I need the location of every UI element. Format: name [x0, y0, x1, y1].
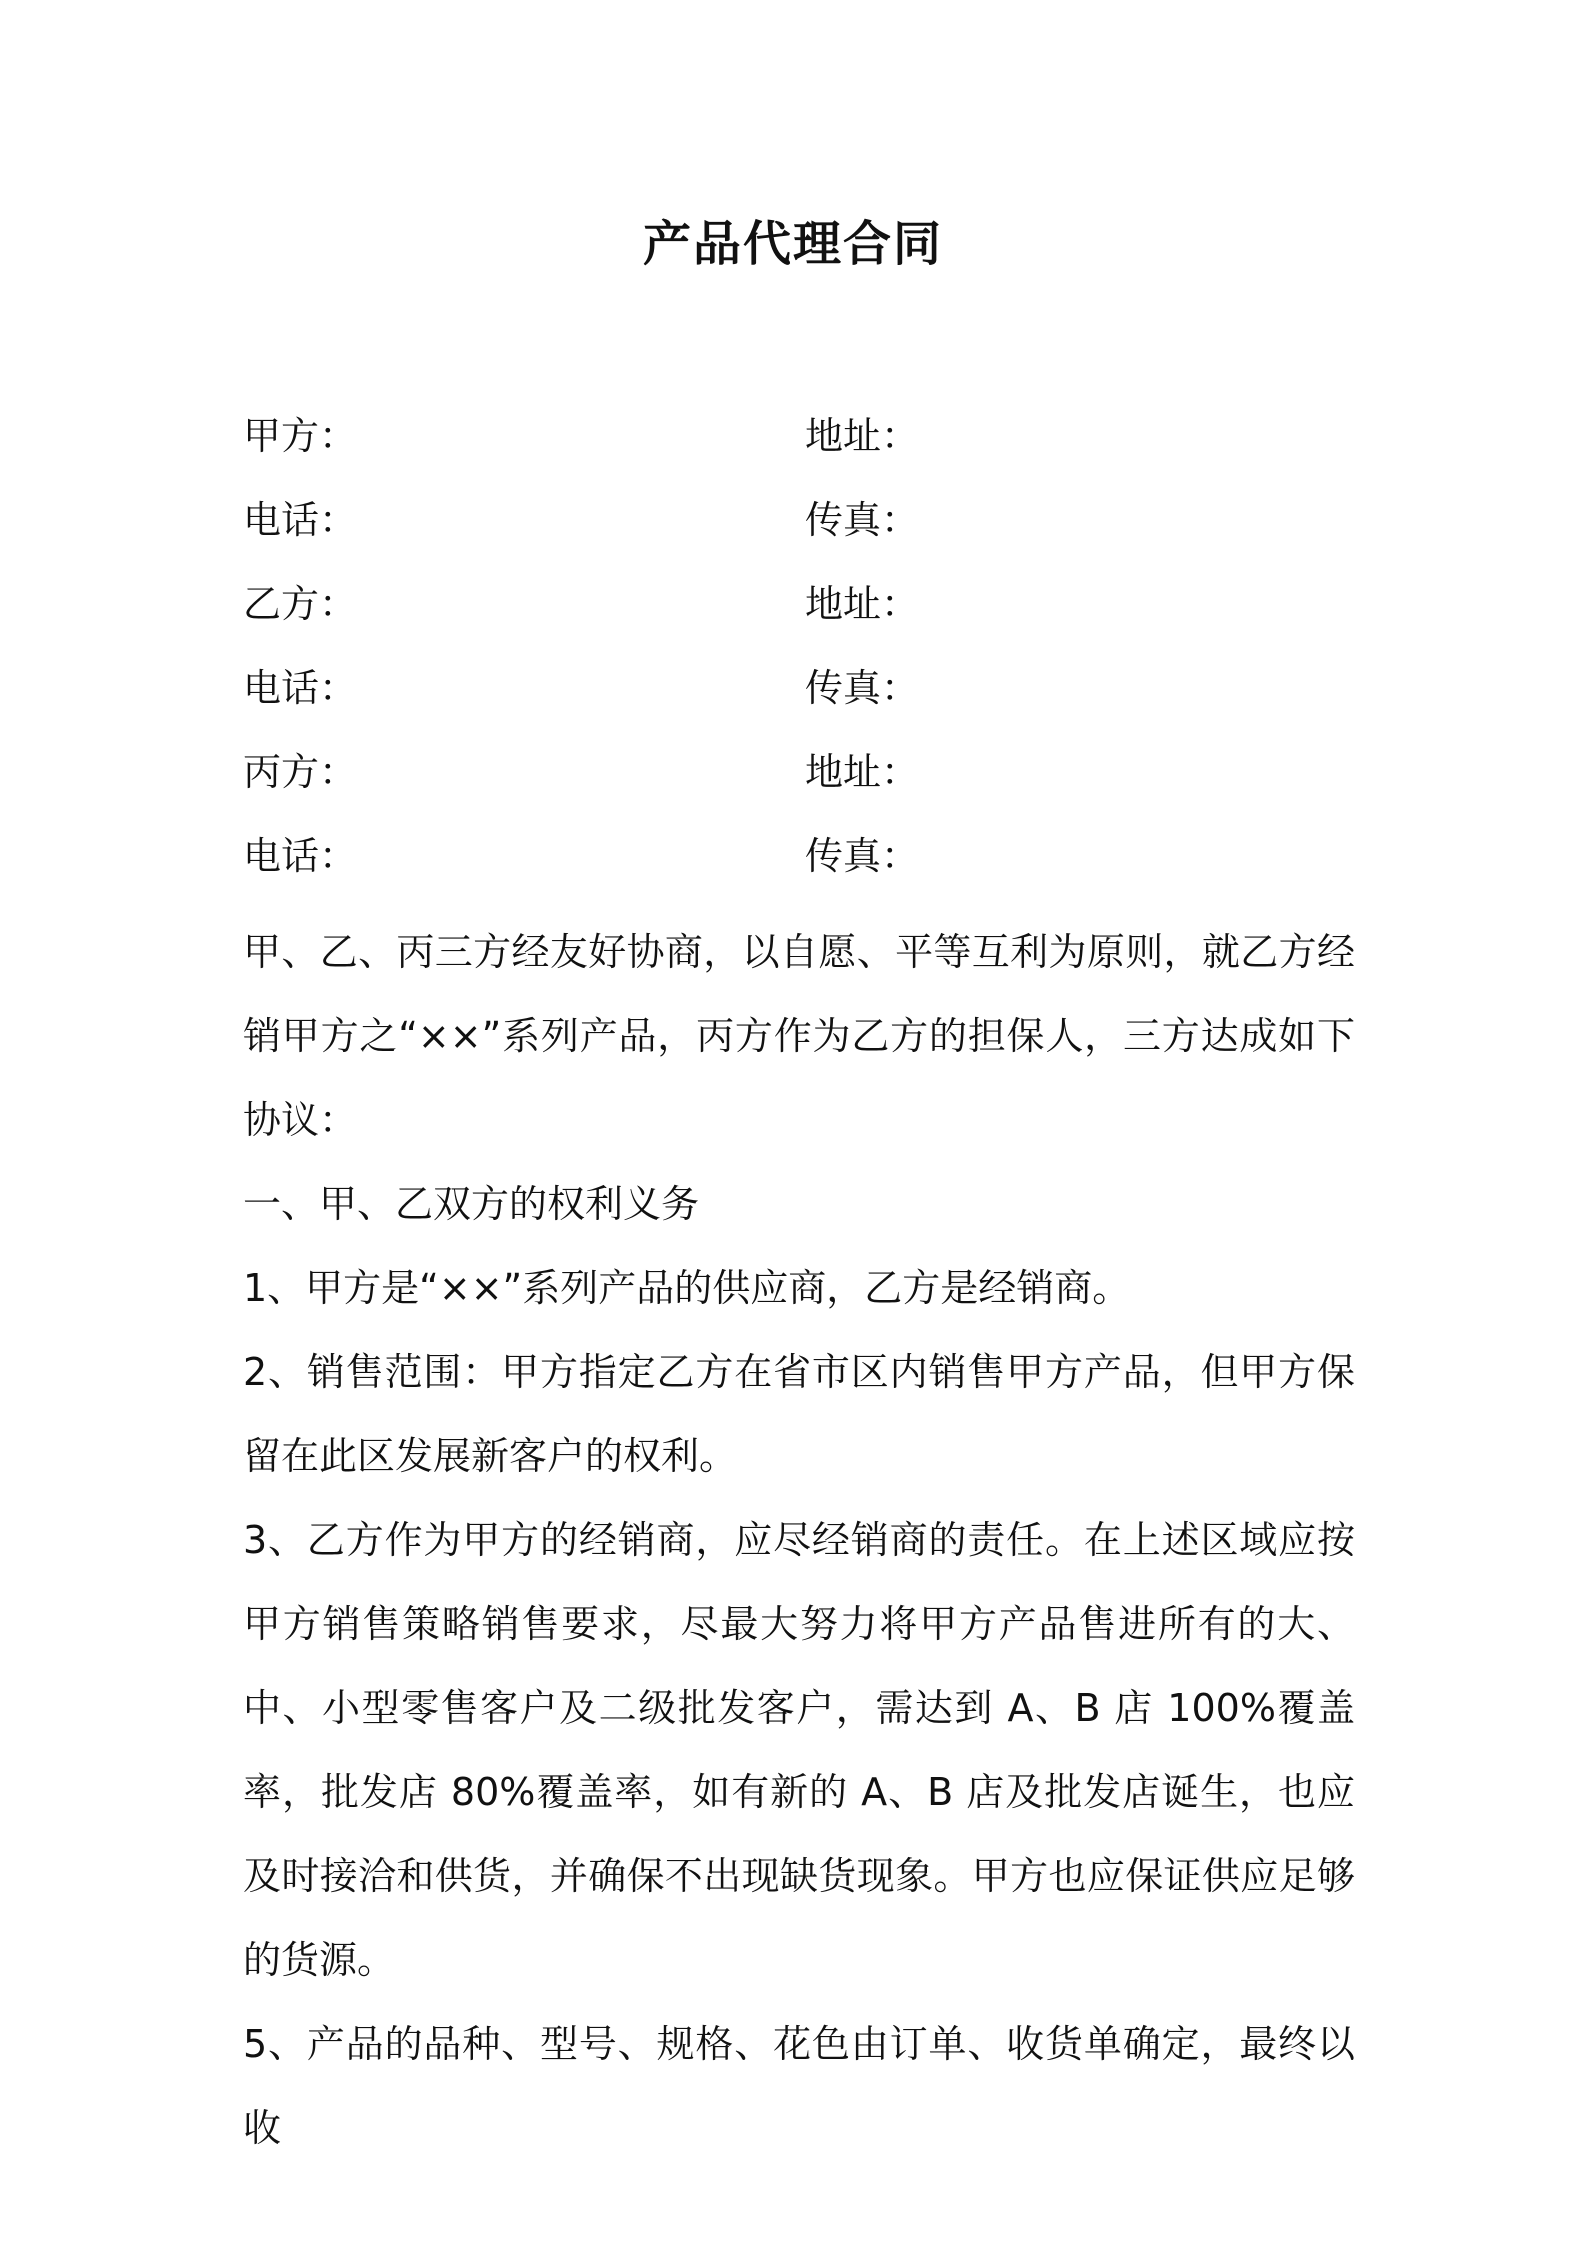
intro-paragraph: 甲、乙、丙三方经友好协商，以自愿、平等互利为原则，就乙方经销甲方之“××”系列产品，丙方作为乙方的担保人，三方达成如下协议：	[243, 930, 1355, 1142]
party-a-address-label: 地址：	[805, 414, 920, 458]
party-info-row	[243, 658, 1363, 742]
party-c-address-label: 地址：	[805, 750, 920, 794]
party-a-label: 甲方：	[243, 414, 358, 458]
clause-paragraph: 1、甲方是“××”系列产品的供应商，乙方是经销商。	[243, 1266, 1131, 1310]
contract-body	[243, 910, 1355, 2170]
document-title: 产品代理合同	[642, 216, 943, 272]
party-info-row	[243, 742, 1363, 826]
party-info-row	[243, 406, 1363, 490]
party-info-row	[243, 490, 1363, 574]
clause-paragraph: 5、产品的品种、型号、规格、花色由订单、收货单确定，最终以收	[243, 2022, 1355, 2150]
party-info-row	[243, 574, 1363, 658]
party-b-label: 乙方：	[243, 582, 358, 626]
party-a-phone-label: 电话：	[243, 498, 358, 542]
party-a-fax-label: 传真：	[805, 498, 920, 542]
party-info-block	[243, 406, 1363, 910]
party-b-fax-label: 传真：	[805, 666, 920, 710]
party-c-label: 丙方：	[243, 750, 358, 794]
party-b-phone-label: 电话：	[243, 666, 358, 710]
party-info-row	[243, 826, 1363, 910]
clause-paragraph: 2、销售范围：甲方指定乙方在省市区内销售甲方产品，但甲方保留在此区发展新客户的权利。	[243, 1350, 1355, 1478]
party-c-fax-label: 传真：	[805, 834, 920, 878]
party-c-phone-label: 电话：	[243, 834, 358, 878]
party-b-address-label: 地址：	[805, 582, 920, 626]
clause-paragraph: 3、乙方作为甲方的经销商，应尽经销商的责任。在上述区域应按甲方销售策略销售要求，尽最大努力将甲方产品售进所有的大、中、小型零售客户及二级批发客户，需达到 A、B 店 100%覆盖率，批发店 80%覆盖率，如有新的 A、B 店及批发店诞生，也应及时接洽和供货，并确保不出现缺货现象。甲方也应保证供应足够的货源。	[243, 1518, 1355, 1982]
section-heading: 一、甲、乙双方的权利义务	[243, 1182, 700, 1226]
